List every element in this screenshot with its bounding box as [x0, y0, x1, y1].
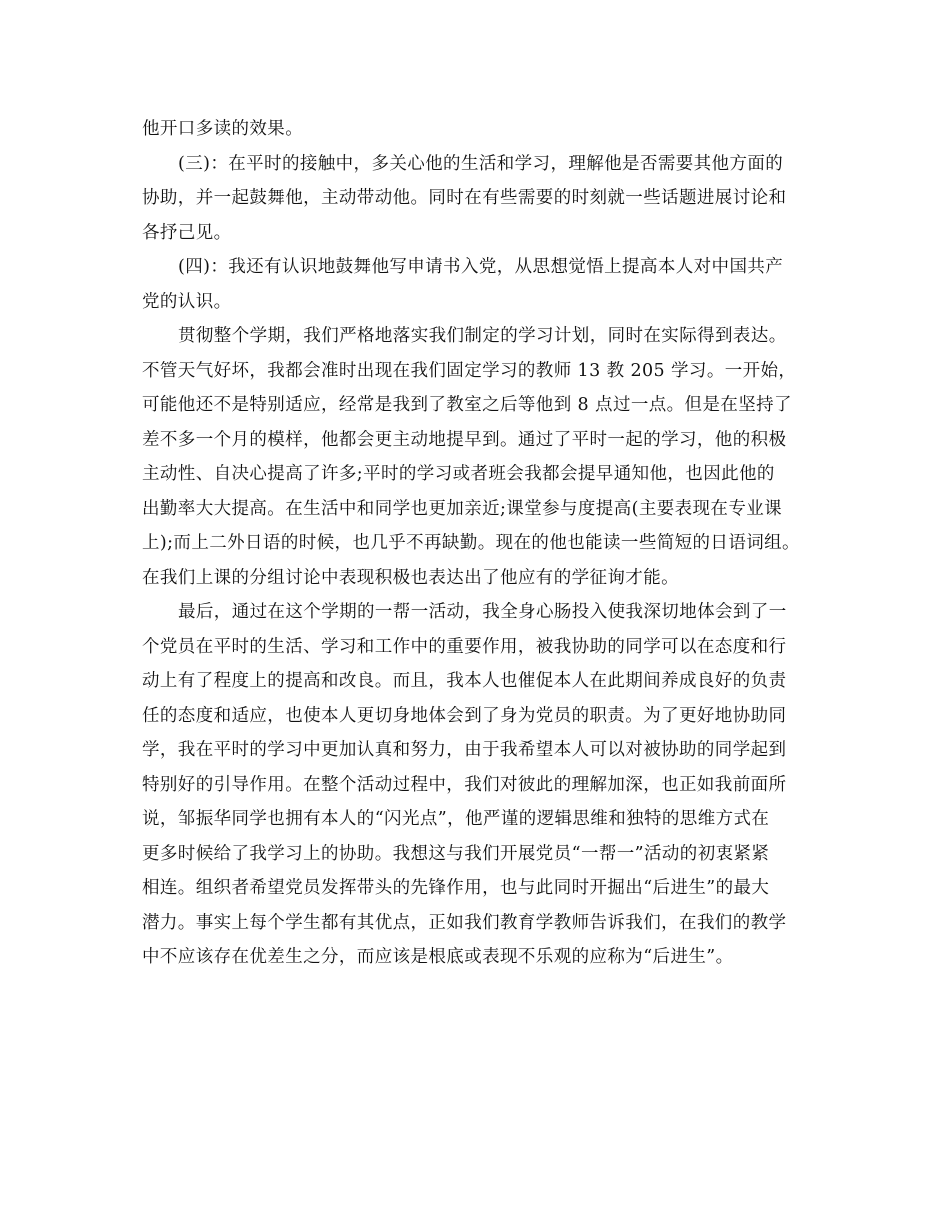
text-line: 党的认识。 — [142, 291, 232, 312]
text-line: 相连。组织者希望党员发挥带头的先锋作用，也与此同时开掘出“后进生”的最大 — [142, 878, 770, 898]
text-line: 贯彻整个学期，我们严格地落实我们制定的学习计划，同时在实际得到表达。 — [178, 326, 787, 346]
text-line: 学，我在平时的学习中更加认真和努力，由于我希望本人可以对被协助的同学起到 — [142, 740, 787, 760]
text-line: 出勤率大大提高。在生活中和同学也更加亲近;课堂参与度提高(主要表现在专业课 — [142, 498, 783, 519]
text-line: 动上有了程度上的提高和改良。而且，我本人也催促本人在此期间养成良好的负责 — [142, 671, 787, 691]
text-line: 他开口多读的效果。 — [142, 119, 304, 139]
text-line: 中不应该存在优差生之分，而应该是根底或表现不乐观的应称为“后进生”。 — [142, 947, 734, 967]
text-line: 协助，并一起鼓舞他，主动带动他。同时在有些需要的时刻就一些话题进展讨论和 — [142, 188, 787, 208]
text-line: 任的态度和适应，也使本人更切身地体会到了身为党员的职责。为了更好地协助同 — [142, 705, 787, 726]
document-body — [142, 112, 822, 975]
text-line: 上);而上二外日语的时候，也几乎不再缺勤。现在的他也能读一些简短的日语词组。 — [142, 533, 800, 553]
text-line: 更多时候给了我学习上的协助。我想这与我们开展党员“一帮一”活动的初衷紧紧 — [142, 843, 770, 864]
text-line: 可能他还不是特别适应，经常是我到了教室之后等他到 8 点过一点。但是在坚持了 — [142, 395, 792, 415]
text-line: 潜力。事实上每个学生都有其优点，正如我们教育学教师告诉我们，在我们的教学 — [142, 912, 787, 933]
text-line: 主动性、自决心提高了许多;平时的学习或者班会我都会提早通知他，也因此他的 — [142, 464, 775, 484]
text-line: (三)：在平时的接触中，多关心他的生活和学习，理解他是否需要其他方面的 — [178, 153, 784, 174]
text-line: 个党员在平时的生活、学习和工作中的重要作用，被我协助的同学可以在态度和行 — [142, 636, 787, 657]
text-line: (四)：我还有认识地鼓舞他写申请书入党，从思想觉悟上提高本人对中国共产 — [178, 257, 784, 277]
text-line: 特别好的引导作用。在整个活动过程中，我们对彼此的理解加深，也正如我前面所 — [142, 774, 787, 795]
text-line: 不管天气好坏，我都会准时出现在我们固定学习的教师 13 教 205 学习。一开始， — [142, 360, 797, 381]
text-line: 差不多一个月的模样，他都会更主动地提早到。通过了平时一起的学习，他的积极 — [142, 429, 787, 450]
text-line: 各抒己见。 — [142, 222, 232, 243]
text-line: 在我们上课的分组讨论中表现积极也表达出了他应有的学征询才能。 — [142, 567, 679, 588]
text-line: 最后，通过在这个学期的一帮一活动，我全身心肠投入使我深切地体会到了一 — [178, 602, 787, 622]
text-line: 说，邹振华同学也拥有本人的“闪光点”，他严谨的逻辑思维和独特的思维方式在 — [142, 809, 770, 829]
